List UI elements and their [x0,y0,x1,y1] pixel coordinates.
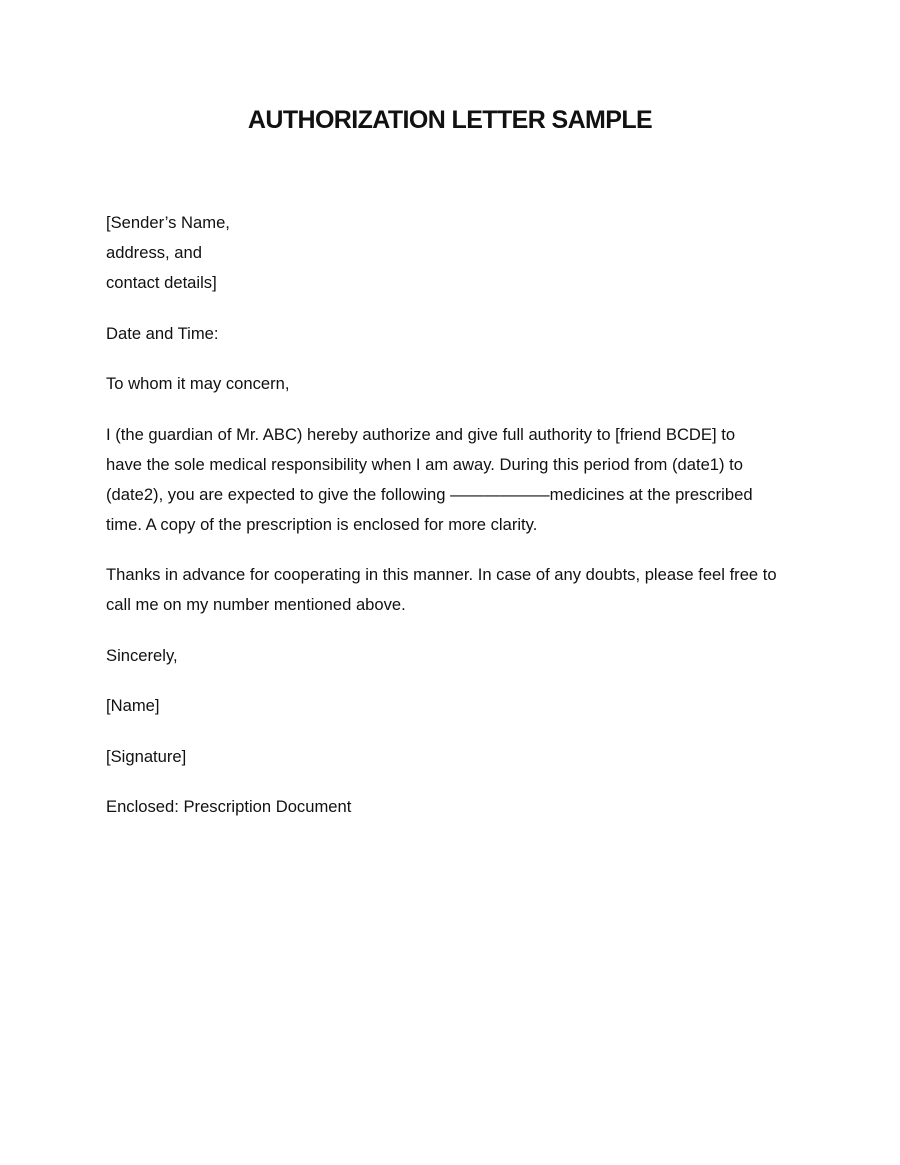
salutation: To whom it may concern, [106,374,290,393]
authorization-paragraph [106,420,806,540]
paragraph-line: have the sole medical responsibility when I am away. During this period from (date1) to [106,454,744,474]
paragraph-line: time. A copy of the prescription is enclosed for more clarity. [106,514,538,534]
letter-body [106,208,806,843]
closing: Sincerely, [106,645,178,665]
thanks-paragraph [106,560,806,620]
sender-contact-line: contact details] [106,273,217,292]
date-line: Date and Time: [106,323,219,343]
signature-placeholder: [Signature] [106,746,187,766]
paragraph-line: call me on my number mentioned above. [106,595,406,614]
sender-block [106,208,806,298]
name-placeholder: [Name] [106,696,160,715]
paragraph-line: I (the guardian of Mr. ABC) hereby authorize and give full authority to [friend BCDE] to [106,424,736,444]
enclosure-line: Enclosed: Prescription Document [106,797,352,816]
paragraph-line: Thanks in advance for cooperating in this manner. In case of any doubts, please feel free to [106,565,777,584]
paragraph-line: (date2), you are expected to give the following ——————medicines at the prescribed [106,484,753,504]
letter-title: AUTHORIZATION LETTER SAMPLE [247,106,653,134]
sender-name-line: [Sender’s Name, [106,213,230,232]
sender-address-line: address, and [106,243,202,262]
